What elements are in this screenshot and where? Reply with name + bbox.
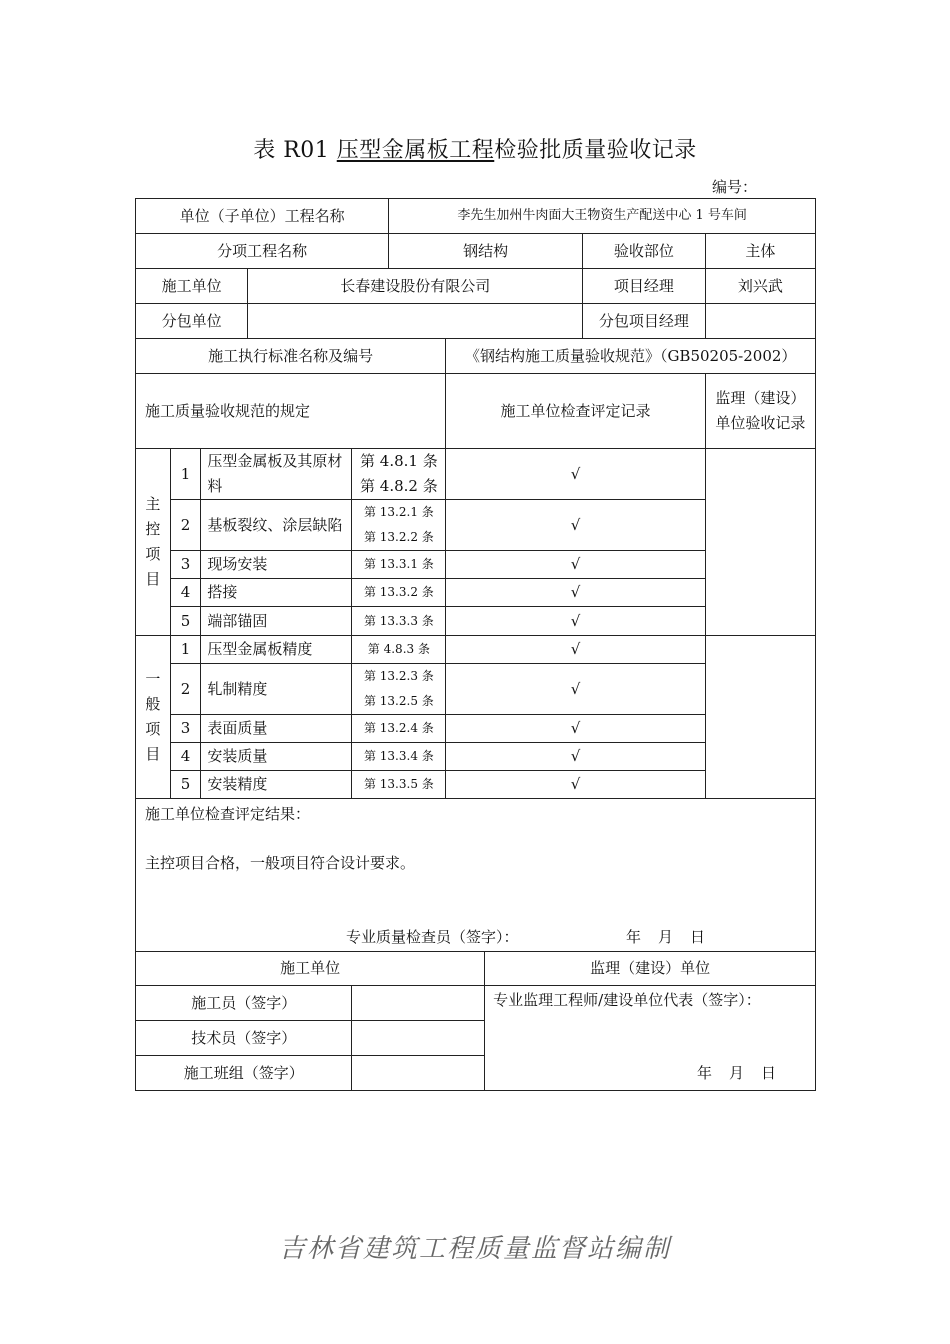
row-check: √ xyxy=(446,500,705,551)
subcontract-manager-label: 分包项目经理 xyxy=(583,304,706,339)
row-no: 5 xyxy=(170,771,201,799)
result-date: 年 月 日 xyxy=(626,928,707,946)
row-no: 2 xyxy=(170,500,201,551)
row-item: 安装精度 xyxy=(201,771,352,799)
sub-project-value: 钢结构 xyxy=(389,234,583,269)
row-clause: 第 4.8.3 条 xyxy=(352,636,446,664)
row-item: 压型金属板及其原材料 xyxy=(201,449,352,500)
row-item: 轧制精度 xyxy=(201,664,352,715)
row-clause: 第 13.3.4 条 xyxy=(352,743,446,771)
construction-unit-label: 施工单位 xyxy=(136,269,248,304)
row-clause: 第 4.8.1 条 第 4.8.2 条 xyxy=(352,449,446,500)
row-check: √ xyxy=(446,715,705,743)
builder-sign-label: 施工员（签字） xyxy=(136,986,352,1021)
row-no: 1 xyxy=(170,636,201,664)
construction-unit-value: 长春建设股份有限公司 xyxy=(248,269,583,304)
acceptance-part-label: 验收部位 xyxy=(583,234,706,269)
row-no: 5 xyxy=(170,607,201,636)
result-label: 施工单位检查评定结果： xyxy=(145,805,311,823)
result-text: 主控项目合格，一般项目符合设计要求。 xyxy=(145,854,416,872)
team-sign-field[interactable] xyxy=(352,1056,485,1091)
subcontract-unit-value xyxy=(248,304,583,339)
row-check: √ xyxy=(446,743,705,771)
supervisor-sign-label: 专业监理工程师/建设单位代表（签字）： xyxy=(493,991,761,1009)
team-sign-label: 施工班组（签字） xyxy=(136,1056,352,1091)
row-clause: 第 13.2.1 条 第 13.2.2 条 xyxy=(352,500,446,551)
row-item: 安装质量 xyxy=(201,743,352,771)
project-manager-label: 项目经理 xyxy=(583,269,706,304)
standard-label: 施工执行标准名称及编号 xyxy=(136,339,446,374)
row-no: 3 xyxy=(170,551,201,579)
page-title: 表 R01 压型金属板工程检验批质量验收记录 xyxy=(253,138,697,163)
builder-sign-field[interactable] xyxy=(352,986,485,1021)
row-clause: 第 13.3.1 条 xyxy=(352,551,446,579)
check-record-label: 施工单位检查评定记录 xyxy=(446,374,705,449)
row-clause: 第 13.3.5 条 xyxy=(352,771,446,799)
spec-label: 施工质量验收规范的规定 xyxy=(136,374,446,449)
supervisor-sign-box[interactable] xyxy=(485,986,816,1091)
row-clause: 第 13.2.4 条 xyxy=(352,715,446,743)
row-check: √ xyxy=(446,664,705,715)
row-check: √ xyxy=(446,636,705,664)
row-item: 端部锚固 xyxy=(201,607,352,636)
inspector-sign-label: 专业质量检查员（签字）： xyxy=(346,928,519,946)
construction-unit-heading: 施工单位 xyxy=(136,952,485,986)
subcontract-manager-value xyxy=(705,304,815,339)
row-item: 表面质量 xyxy=(201,715,352,743)
row-item: 现场安装 xyxy=(201,551,352,579)
supervisor-date: 年 月 日 xyxy=(696,1064,777,1082)
row-check: √ xyxy=(446,551,705,579)
unit-project-label: 单位（子单位）工程名称 xyxy=(136,199,389,234)
result-section xyxy=(136,799,816,952)
row-item: 基板裂纹、涂层缺陷 xyxy=(201,500,352,551)
general-items-group-label: 一 般 项 目 xyxy=(136,636,171,799)
row-item: 压型金属板精度 xyxy=(201,636,352,664)
subcontract-unit-label: 分包单位 xyxy=(136,304,248,339)
row-no: 1 xyxy=(170,449,201,500)
table-row xyxy=(136,449,816,500)
inspection-record-table xyxy=(135,198,816,1091)
row-check: √ xyxy=(446,579,705,607)
main-items-supervisor-cell xyxy=(705,449,815,636)
project-manager-value: 刘兴武 xyxy=(705,269,815,304)
unit-project-value: 李先生加州牛肉面大王物资生产配送中心 1 号车间 xyxy=(389,199,816,234)
table-row xyxy=(136,636,816,664)
row-clause: 第 13.2.3 条 第 13.2.5 条 xyxy=(352,664,446,715)
row-check: √ xyxy=(446,771,705,799)
standard-value: 《钢结构施工质量验收规范》（GB50205-2002） xyxy=(446,339,816,374)
row-no: 2 xyxy=(170,664,201,715)
row-no: 4 xyxy=(170,579,201,607)
sub-project-label: 分项工程名称 xyxy=(136,234,389,269)
supervision-unit-heading: 监理（建设）单位 xyxy=(485,952,816,986)
row-no: 4 xyxy=(170,743,201,771)
technician-sign-field[interactable] xyxy=(352,1021,485,1056)
number-label: 编号： xyxy=(712,178,758,196)
row-clause: 第 13.3.3 条 xyxy=(352,607,446,636)
technician-sign-label: 技术员（签字） xyxy=(136,1021,352,1056)
title-underlined: 压型金属板工程 xyxy=(336,138,495,163)
main-items-group-label: 主 控 项 目 xyxy=(136,449,171,636)
row-check: √ xyxy=(446,449,705,500)
row-clause: 第 13.3.2 条 xyxy=(352,579,446,607)
supervisor-label: 监理（建设）单位验收记录 xyxy=(705,374,815,449)
general-items-supervisor-cell xyxy=(705,636,815,799)
acceptance-part-value: 主体 xyxy=(705,234,815,269)
row-no: 3 xyxy=(170,715,201,743)
row-item: 搭接 xyxy=(201,579,352,607)
row-check: √ xyxy=(446,607,705,636)
footer-compiler: 吉林省建筑工程质量监督站编制 xyxy=(278,1234,671,1264)
